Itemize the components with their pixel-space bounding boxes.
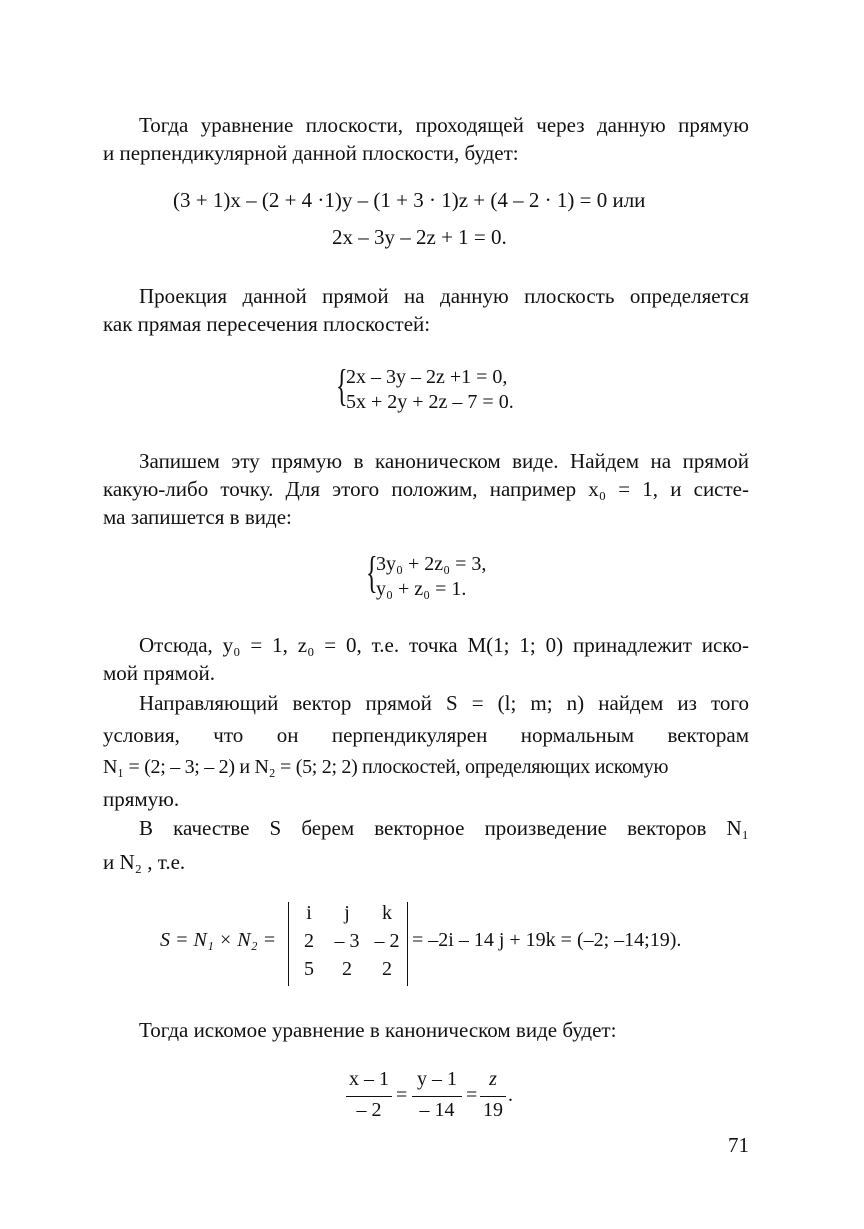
det-cell: – 3: [334, 930, 360, 952]
plane-equation-result: 2x – 3y – 2z + 1 = 0.: [332, 225, 507, 249]
canonical-equation: [346, 1068, 516, 1128]
text-line: В качестве S берем векторное произведение векторов N₁: [139, 816, 749, 840]
system-of-planes: [336, 360, 536, 416]
det-cell: i: [306, 902, 312, 924]
text-line: условия, что он перпендикулярен нормальным векторам: [103, 723, 749, 747]
paragraph-plane-through-line: [103, 111, 749, 167]
determinant-matrix: [288, 902, 408, 986]
det-cell: 5: [304, 958, 314, 980]
numerator: x – 1: [349, 1068, 389, 1090]
paragraph-final-canonical: [103, 1016, 749, 1044]
text-line: Тогда уравнение плоскости, проходящей через данную прямую: [139, 113, 749, 137]
denominator: – 14: [419, 1099, 455, 1121]
left-brace: {: [366, 548, 378, 597]
text-line: и перпендикулярной данной плоскости, будет:: [103, 141, 519, 165]
text-line: Запишем эту прямую в каноническом виде. Найдем на прямой: [139, 449, 749, 473]
fraction-z: [480, 1068, 506, 1122]
det-cell: j: [344, 902, 350, 924]
system-line: y₀ + z₀ = 1.: [376, 578, 467, 600]
paragraph-direction-vector: [103, 687, 749, 815]
paragraph-point-m: [103, 631, 749, 687]
fraction-bar: [346, 1096, 392, 1097]
det-cell: 2: [342, 958, 352, 980]
system-line: 3y₀ + 2z₀ = 3,: [376, 553, 487, 575]
text-line: Тогда искомое уравнение в каноническом виде будет:: [139, 1018, 617, 1042]
text-line: прямую.: [103, 787, 180, 811]
plane-equation-expanded: (3 + 1)x – (2 + 4 ·1)y – (1 + 3 · 1)z + (4 – 2 · 1) = 0 или: [173, 188, 646, 212]
text-line: Направляющий вектор прямой S = (l; m; n) найдем из того: [139, 691, 749, 715]
det-cell: – 2: [374, 930, 400, 952]
det-cell: 2: [304, 930, 314, 952]
text-line: N₁ = (2; – 3; – 2) и N₂ = (5; 2; 2) плоскостей, определяющих искомую: [103, 756, 669, 778]
fraction-bar: [412, 1096, 462, 1097]
numerator: z: [489, 1068, 497, 1090]
denominator: – 2: [356, 1099, 382, 1121]
system-line: 5x + 2y + 2z – 7 = 0.: [346, 391, 514, 413]
text-line: Отсюда, y₀ = 1, z₀ = 0, т.е. точка M(1; 1; 0) принадлежит иско-: [139, 633, 749, 657]
text-line: какую-либо точку. Для этого положим, например x₀ = 1, и систе-: [103, 477, 749, 501]
cross-product-determinant: [160, 898, 720, 990]
text-line: как прямая пересечения плоскостей:: [103, 312, 431, 336]
system-y0-z0: [366, 547, 506, 603]
paragraph-projection: [103, 282, 749, 338]
text-line: Проекция данной прямой на данную плоскость определяется: [139, 284, 749, 308]
system-line: 2x – 3y – 2z +1 = 0,: [346, 366, 508, 388]
fraction-x: [346, 1068, 392, 1122]
determinant-lhs: S = N₁ × N₂ =: [160, 929, 277, 951]
determinant-rhs: = –2i – 14 j + 19k = (–2; –14;19).: [412, 929, 682, 951]
paragraph-cross-product: [103, 811, 749, 879]
equals-sign: =: [396, 1084, 408, 1106]
text-line: и N₂ , т.е.: [103, 850, 186, 874]
text-line: ма запишется в виде:: [103, 505, 292, 529]
period: .: [508, 1084, 513, 1106]
denominator: 19: [483, 1099, 503, 1121]
left-brace: {: [336, 361, 348, 410]
text-line: мой прямой.: [103, 661, 215, 685]
det-cell: 2: [382, 958, 392, 980]
fraction-y: [412, 1068, 462, 1122]
page-number: 71: [728, 1133, 749, 1157]
det-cell: k: [382, 902, 392, 924]
equals-sign: =: [466, 1084, 478, 1106]
numerator: y – 1: [417, 1068, 457, 1090]
fraction-bar: [480, 1096, 506, 1097]
paragraph-canonical-form: [103, 447, 749, 531]
